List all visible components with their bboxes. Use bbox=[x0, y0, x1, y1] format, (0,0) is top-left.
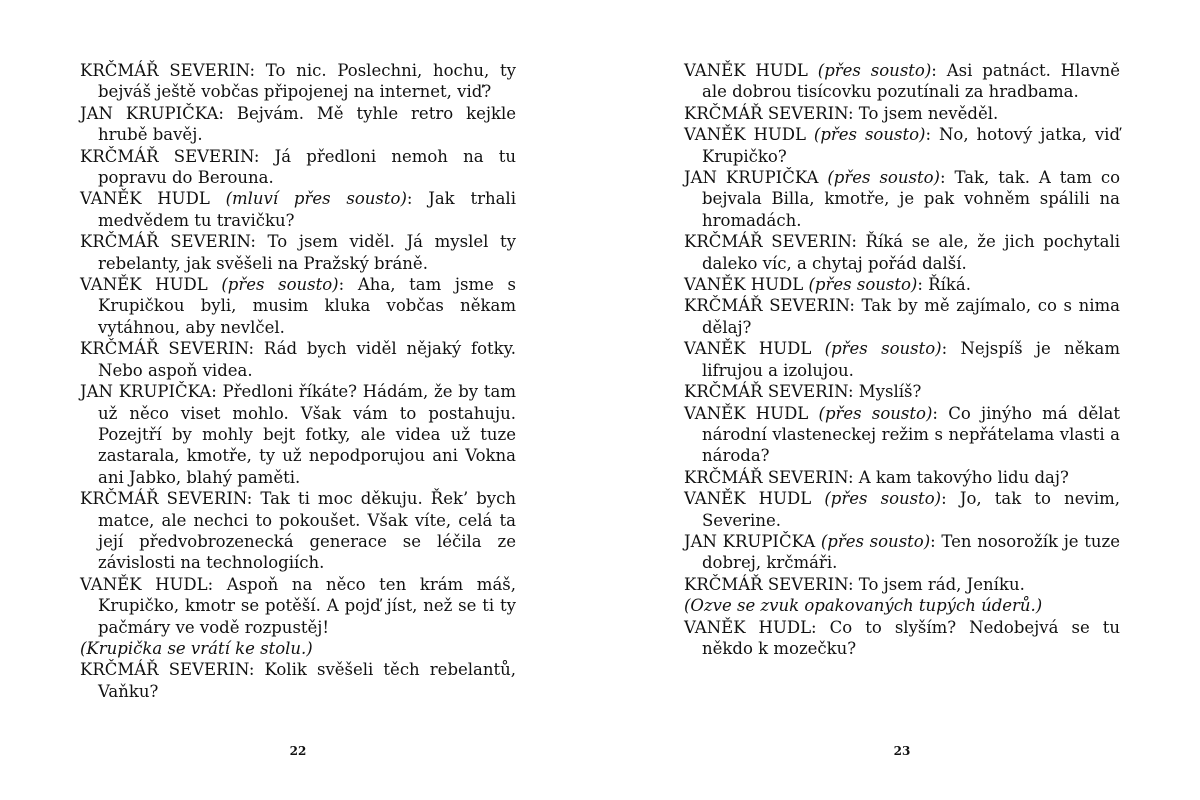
dialogue-text: : Já předloni nemoh na tu popravu do Berouna. bbox=[98, 146, 516, 188]
stage-direction: (Krupička se vrátí ke stolu.) bbox=[80, 638, 313, 658]
dialogue-line bbox=[684, 124, 1120, 167]
dialogue-line bbox=[684, 60, 1120, 103]
speaker-name: KRČMÁŘ SEVERIN bbox=[80, 660, 249, 680]
dialogue-line bbox=[80, 488, 516, 574]
dialogue-line bbox=[684, 531, 1120, 574]
dialogue-line bbox=[80, 274, 516, 338]
right-page bbox=[684, 60, 1120, 659]
speaker-direction: (přes sousto) bbox=[827, 168, 940, 188]
speaker-name: VANĚK HUDL bbox=[684, 489, 812, 509]
speaker-name: VANĚK HUDL bbox=[684, 617, 812, 637]
dialogue-text: : Rád bych viděl nějaký fotky. Nebo aspoň videa. bbox=[98, 339, 517, 380]
dialogue-text: : Tak ti moc děkuju. Řek’ bych matce, ale nechci to pokoušet. Však víte, celá ta její předvobrozenecká generace se léčila ze závislosti na technologiích. bbox=[98, 489, 516, 573]
dialogue-text: : Aspoň na něco ten krám máš, Krupičko, kmotr se potěší. A pojď jíst, než se ti ty pačmáry ve vodě rozpustěj! bbox=[98, 574, 516, 637]
speaker-name: KRČMÁŘ SEVERIN bbox=[80, 489, 247, 509]
dialogue-text: : Co jinýho má dělat národní vlasteneckej režim s nepřátelama vlasti a národa? bbox=[702, 403, 1120, 466]
dialogue-text: : Nejspíš je někam lifrujou a izolujou. bbox=[702, 339, 1120, 380]
dialogue-text: : Jo, tak to nevim, Severine. bbox=[702, 489, 1120, 530]
speaker-direction: (přes sousto) bbox=[820, 531, 931, 551]
speaker-direction: (mluví přes sousto) bbox=[225, 189, 407, 209]
speaker-name: KRČMÁŘ SEVERIN bbox=[80, 146, 254, 166]
dialogue-line bbox=[684, 295, 1120, 338]
speaker-name: KRČMÁŘ SEVERIN bbox=[80, 339, 249, 359]
speaker-name: KRČMÁŘ SEVERIN bbox=[80, 61, 250, 80]
dialogue-text: : Tak by mě zajímalo, co s nima dělaj? bbox=[702, 296, 1121, 337]
dialogue-text: : Tak, tak. A tam co bejvala Billa, kmotře, je pak vohněm spálili na hromadách. bbox=[702, 168, 1121, 230]
dialogue-line bbox=[80, 381, 516, 488]
dialogue-line bbox=[80, 574, 516, 638]
dialogue-text: : Bejvám. Mě tyhle retro kejkle hrubě bavěj. bbox=[98, 103, 516, 145]
speaker-name: JAN KRUPIČKA bbox=[80, 382, 212, 402]
page-number-right: 23 bbox=[893, 744, 911, 758]
dialogue-line bbox=[684, 231, 1120, 274]
dialogue-line bbox=[80, 659, 516, 702]
speaker-direction: (přes sousto) bbox=[813, 125, 926, 145]
dialogue-line bbox=[684, 381, 1120, 402]
dialogue-text: : Říká se ale, že jich pochytali daleko víc, a chytaj pořád další. bbox=[702, 232, 1120, 273]
dialogue-text: : To jsem viděl. Já myslel ty rebelanty, jak svěšeli na Pražský bráně. bbox=[98, 232, 517, 273]
dialogue-text: : Říká. bbox=[917, 275, 971, 295]
speaker-name: KRČMÁŘ SEVERIN bbox=[684, 103, 848, 123]
dialogue-line bbox=[684, 403, 1120, 467]
speaker-name: KRČMÁŘ SEVERIN bbox=[684, 467, 848, 487]
dialogue-text: : Jak trhali medvědem tu travičku? bbox=[98, 189, 516, 230]
dialogue-line bbox=[684, 338, 1120, 381]
speaker-name: VANĚK HUDL bbox=[684, 125, 806, 145]
dialogue-line bbox=[684, 574, 1120, 595]
speaker-name: KRČMÁŘ SEVERIN bbox=[684, 296, 850, 316]
page-number-left: 22 bbox=[289, 744, 307, 758]
speaker-name: KRČMÁŘ SEVERIN bbox=[684, 232, 852, 252]
speaker-name: VANĚK HUDL bbox=[80, 574, 208, 594]
left-page bbox=[80, 60, 516, 702]
speaker-name: KRČMÁŘ SEVERIN bbox=[684, 382, 848, 402]
dialogue-line bbox=[80, 338, 516, 381]
speaker-name: VANĚK HUDL bbox=[684, 61, 808, 80]
dialogue-text: : Předloni říkáte? Hádám, že by tam už něco viset mohlo. Však vám to postahuju. Pozejtří by mohly bejt fotky, ale videa už tuze zastarala, kmotře, ty už nepodporujou ani Vokna ani Jabko, blahý paměti. bbox=[98, 382, 516, 487]
dialogue-line bbox=[684, 617, 1120, 660]
speaker-name: JAN KRUPIČKA bbox=[684, 531, 816, 551]
dialogue-text: : To jsem nevěděl. bbox=[847, 103, 999, 123]
speaker-direction: (přes sousto) bbox=[221, 275, 339, 295]
speaker-name: JAN KRUPIČKA bbox=[684, 168, 819, 188]
dialogue-text: : A kam takovýho lidu daj? bbox=[847, 467, 1069, 487]
speaker-name: VANĚK HUDL bbox=[80, 189, 210, 209]
dialogue-text: : Ten nosorožík je tuze dobrej, krčmáři. bbox=[702, 531, 1120, 573]
speaker-name: VANĚK HUDL bbox=[684, 275, 804, 295]
dialogue-text: : Aha, tam jsme s Krupičkou byli, musim kluka vobčas někam vytáhnou, aby nevlčel. bbox=[98, 275, 516, 337]
speaker-direction: (přes sousto) bbox=[818, 403, 933, 423]
dialogue-text: : To jsem rád, Jeníku. bbox=[847, 574, 1025, 594]
speaker-name: KRČMÁŘ SEVERIN bbox=[684, 574, 848, 594]
stage-direction: (Ozve se zvuk opakovaných tupých úderů.) bbox=[684, 596, 1043, 616]
speaker-direction: (přes sousto) bbox=[824, 489, 942, 509]
speaker-name: VANĚK HUDL bbox=[684, 403, 809, 423]
dialogue-text: : Co to slyším? Nedobejvá se tu někdo k mozečku? bbox=[702, 617, 1121, 658]
dialogue-text: : To nic. Poslechni, hochu, ty bejváš ještě vobčas připojenej na internet, viď? bbox=[98, 61, 516, 102]
dialogue-text: : Kolik svěšeli těch rebelantů, Vaňku? bbox=[98, 660, 517, 701]
dialogue-line bbox=[80, 146, 516, 189]
speaker-name: VANĚK HUDL bbox=[684, 339, 812, 359]
dialogue-line bbox=[80, 60, 516, 103]
dialogue-line bbox=[80, 188, 516, 231]
speaker-name: KRČMÁŘ SEVERIN bbox=[80, 232, 251, 252]
speaker-name: VANĚK HUDL bbox=[80, 275, 208, 295]
dialogue-text: : Asi patnáct. Hlavně ale dobrou tisícovku pozutínali za hradbama. bbox=[702, 61, 1120, 102]
dialogue-line bbox=[684, 488, 1120, 531]
speaker-direction: (přes sousto) bbox=[817, 61, 932, 80]
dialogue-line bbox=[80, 231, 516, 274]
dialogue-line bbox=[684, 274, 1120, 295]
dialogue-line bbox=[684, 167, 1120, 231]
dialogue-text: : Myslíš? bbox=[847, 382, 922, 402]
speaker-name: JAN KRUPIČKA bbox=[80, 103, 219, 123]
speaker-direction: (přes sousto) bbox=[824, 339, 942, 359]
dialogue-line bbox=[80, 103, 516, 146]
dialogue-line bbox=[684, 103, 1120, 124]
dialogue-line bbox=[684, 467, 1120, 488]
speaker-direction: (přes sousto) bbox=[808, 275, 918, 295]
dialogue-text: : No, hotový jatka, viď Krupičko? bbox=[702, 125, 1121, 166]
